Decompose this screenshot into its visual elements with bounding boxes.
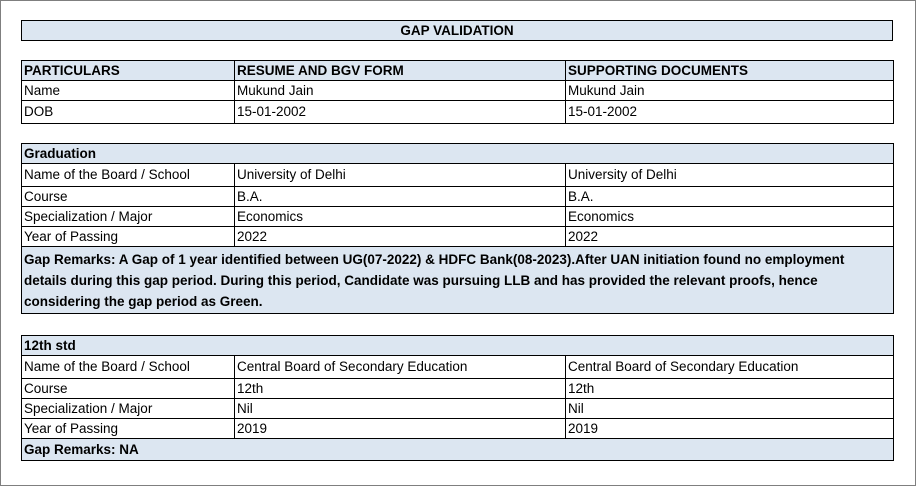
header-particulars: PARTICULARS [22,61,235,81]
table-row [22,164,894,187]
supporting-value: B.A. [566,187,894,207]
supporting-value: 12th [566,379,894,399]
table-row [22,356,894,379]
resume-value: Central Board of Secondary Education [235,356,566,379]
supporting-value: Central Board of Secondary Education [566,356,894,379]
supporting-value: University of Delhi [566,164,894,187]
row-label: DOB [22,101,235,124]
row-label: Specialization / Major [22,399,235,419]
table-row [22,419,894,439]
resume-value: 2022 [235,227,566,247]
table-row [22,379,894,399]
resume-value: 12th [235,379,566,399]
resume-value: Economics [235,207,566,227]
gap-remarks-graduation: Gap Remarks: A Gap of 1 year identified between UG(07-2022) & HDFC Bank(08-2023).After UAN initiation found no employment details during this gap period. During this period, Candidate was pursuing LLB and has provided the relevant proofs, hence considering the gap period as Green. [22,247,894,314]
table-row [22,207,894,227]
supporting-value: Economics [566,207,894,227]
table-row [22,187,894,207]
row-label: Course [22,187,235,207]
resume-value: B.A. [235,187,566,207]
personal-table [21,60,894,124]
resume-value: Nil [235,399,566,419]
resume-value: 2019 [235,419,566,439]
section-heading-12th: 12th std [22,336,894,356]
row-label: Specialization / Major [22,207,235,227]
graduation-table [21,143,894,314]
resume-value: University of Delhi [235,164,566,187]
page-title: GAP VALIDATION [22,21,893,41]
resume-value: Mukund Jain [235,81,566,101]
row-label: Year of Passing [22,227,235,247]
header-supporting: SUPPORTING DOCUMENTS [566,61,894,81]
supporting-value: Mukund Jain [566,81,894,101]
supporting-value: 15-01-2002 [566,101,894,124]
gap-remarks-12th: Gap Remarks: NA [22,439,894,461]
row-label: Name of the Board / School [22,356,235,379]
table-row [22,227,894,247]
title-table [21,20,893,41]
supporting-value: 2022 [566,227,894,247]
row-label: Name [22,81,235,101]
row-label: Year of Passing [22,419,235,439]
section-heading-graduation: Graduation [22,144,894,164]
table-row [22,81,894,101]
header-resume: RESUME AND BGV FORM [235,61,566,81]
resume-value: 15-01-2002 [235,101,566,124]
table-row [22,399,894,419]
supporting-value: Nil [566,399,894,419]
header-row [22,61,894,81]
row-label: Course [22,379,235,399]
supporting-value: 2019 [566,419,894,439]
row-label: Name of the Board / School [22,164,235,187]
table-row [22,101,894,124]
twelfth-table [21,335,894,461]
